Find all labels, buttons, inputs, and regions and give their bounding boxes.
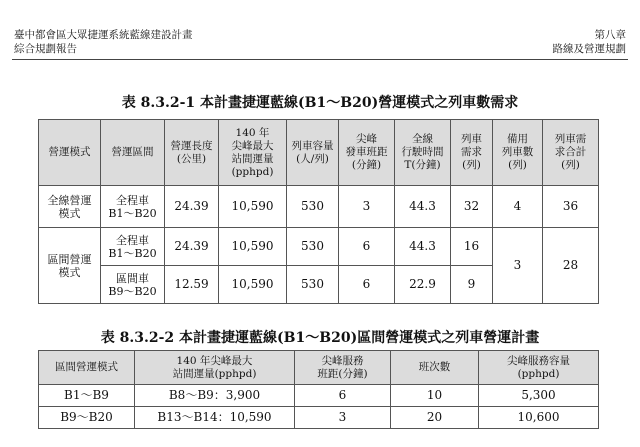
length-cell: 12.59 <box>165 266 219 304</box>
header-cell: 營運模式 <box>39 120 101 186</box>
header-cell: 列車容量 (人/列) <box>287 120 339 186</box>
length-cell: 24.39 <box>165 228 219 266</box>
document-header-left <box>14 28 193 56</box>
time-cell: 44.3 <box>395 186 451 228</box>
document-header-right <box>553 28 627 56</box>
header-cell: 區間營運模式 <box>39 351 135 385</box>
table-row <box>39 407 599 429</box>
demand-cell: 16 <box>451 228 493 266</box>
mode-cell: 區間營運 模式 <box>39 228 101 304</box>
capacity-cell: 10,600 <box>479 407 599 429</box>
section-cell: 區間車 B9～B20 <box>101 266 165 304</box>
volume-cell: 10,590 <box>219 266 287 304</box>
total-cell: 28 <box>543 228 599 304</box>
trips-cell: 10 <box>391 385 479 407</box>
volume-cell: B8～B9：3,900 <box>135 385 295 407</box>
header-cell: 尖峰服務容量 (pphpd) <box>479 351 599 385</box>
headway-cell: 6 <box>339 228 395 266</box>
time-cell: 44.3 <box>395 228 451 266</box>
capacity-cell: 5,300 <box>479 385 599 407</box>
header-cell: 尖峰 發車班距 (分鐘) <box>339 120 395 186</box>
section-cell: 全程車 B1～B20 <box>101 228 165 266</box>
table-row <box>39 228 599 266</box>
spare-cell: 3 <box>493 228 543 304</box>
project-title: 臺中都會區大眾捷運系統藍線建設計畫 <box>14 29 193 41</box>
mode-cell: B9～B20 <box>39 407 135 429</box>
volume-cell: B13～B14：10,590 <box>135 407 295 429</box>
mode-cell: B1～B9 <box>39 385 135 407</box>
table-row <box>39 186 599 228</box>
demand-cell: 32 <box>451 186 493 228</box>
spare-cell: 4 <box>493 186 543 228</box>
header-cell: 列車 需求 (列) <box>451 120 493 186</box>
headway-cell: 6 <box>339 266 395 304</box>
length-cell: 24.39 <box>165 186 219 228</box>
header-cell: 140 年尖峰最大 站間運量(pphpd) <box>135 351 295 385</box>
table1-caption: 表 8.3.2-1 本計畫捷運藍線(B1～B20)營運模式之列車數需求 <box>121 95 519 111</box>
table-row <box>39 385 599 407</box>
chapter-number: 第八章 <box>594 29 626 41</box>
report-title: 綜合規劃報告 <box>14 43 77 55</box>
capacity-cell: 530 <box>287 186 339 228</box>
demand-cell: 9 <box>451 266 493 304</box>
total-cell: 36 <box>543 186 599 228</box>
header-cell: 營運長度 (公里) <box>165 120 219 186</box>
header-cell: 全線 行駛時間 T(分鐘) <box>395 120 451 186</box>
header-cell: 尖峰服務 班距(分鐘) <box>295 351 391 385</box>
table1-header-row <box>39 120 599 186</box>
table2-caption: 表 8.3.2-2 本計畫捷運藍線(B1～B20)區間營運模式之列車營運計畫 <box>100 330 540 346</box>
train-demand-table <box>38 119 599 304</box>
header-cell: 營運區間 <box>101 120 165 186</box>
volume-cell: 10,590 <box>219 228 287 266</box>
header-cell: 班次數 <box>391 351 479 385</box>
headway-cell: 6 <box>295 385 391 407</box>
section-cell: 全程車 B1～B20 <box>101 186 165 228</box>
table2-header-row <box>39 351 599 385</box>
headway-cell: 3 <box>339 186 395 228</box>
chapter-title: 路線及營運規劃 <box>552 43 626 55</box>
capacity-cell: 530 <box>287 228 339 266</box>
capacity-cell: 530 <box>287 266 339 304</box>
trips-cell: 20 <box>391 407 479 429</box>
header-cell: 140 年 尖峰最大 站間運量 (pphpd) <box>219 120 287 186</box>
header-cell: 備用 列車數 (列) <box>493 120 543 186</box>
volume-cell: 10,590 <box>219 186 287 228</box>
mode-cell: 全線營運 模式 <box>39 186 101 228</box>
time-cell: 22.9 <box>395 266 451 304</box>
operation-plan-table <box>38 350 599 429</box>
header-divider <box>12 59 628 60</box>
header-cell: 列車需 求合計 (列) <box>543 120 599 186</box>
headway-cell: 3 <box>295 407 391 429</box>
